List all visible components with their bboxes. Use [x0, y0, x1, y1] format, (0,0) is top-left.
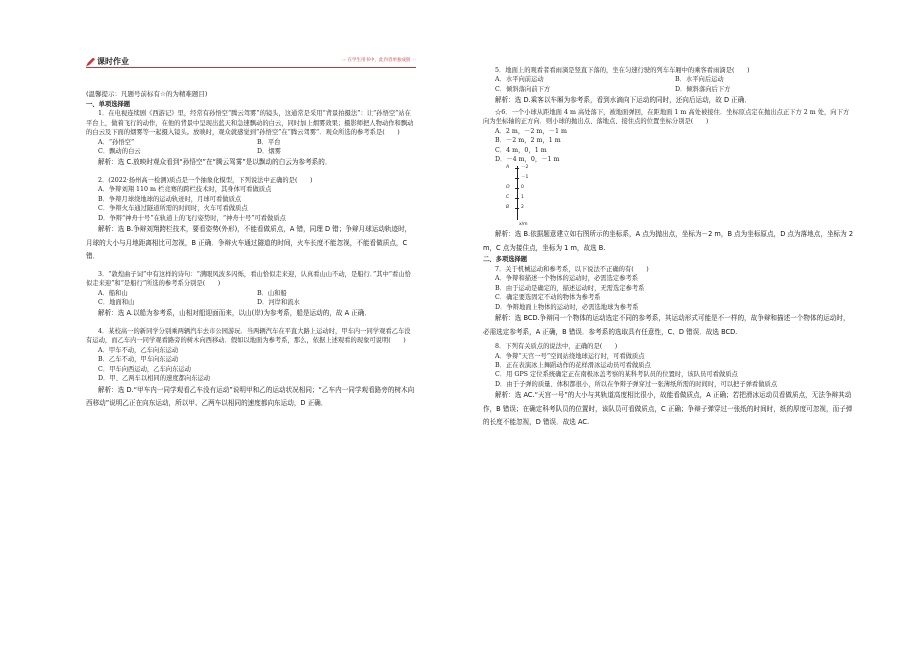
- option-a: A．争辩和描述一个物体的运动时，必需选定参考系: [495, 275, 639, 283]
- option-d: D．烟雾: [257, 147, 281, 155]
- question-3: [86, 270, 416, 321]
- answer: 解析：选 D.“甲车内一同学观看乙车没有运动”说明甲和乙的运动状况相同；“乙车内一同学观看路旁的树木向西移动”说明乙正在向东运动，所以甲、乙两车以相同的速度都向东运动，D 正确．: [86, 385, 415, 408]
- tick-label: －1: [521, 175, 529, 181]
- axis-unit: x/m: [519, 222, 528, 228]
- options: [86, 138, 416, 157]
- answer: 解析：选 D.乘客以车厢为参考系，看到水滴向下运动的同时，还向后运动，故 D 正确．: [495, 96, 751, 105]
- question-8: [483, 342, 855, 430]
- options: [483, 352, 855, 390]
- question-5: [483, 66, 855, 108]
- option-b: B．－2 m，2 m，1 m: [495, 137, 561, 145]
- option-d: D．甲、乙两车以相同的速度都向东运动: [98, 375, 211, 383]
- option-b: B．山和船: [257, 289, 287, 297]
- option-d: D．争辩地面上物体的运动时，必需选地球为参考系: [495, 303, 639, 311]
- tick-label: －2: [521, 165, 529, 171]
- tick-label: 0: [521, 185, 524, 191]
- option-c: C．用 GPS 定位系统确定正在南极冰盖考察的某科考队员的位置时，该队员可看做质点: [495, 371, 738, 379]
- question-stem: ☆6．一个小球从距地面 4 m 高处落下，被地面弹回，在距地面 1 m 高处被接住．坐标原点定在抛出点正下方 2 m 处，向下方向为坐标轴的正方向．则小球的抛出点、落地点、接住点的位置坐标分别是( ): [483, 108, 850, 126]
- option-d: D．争辩“神舟十号”在轨道上的飞行姿势时，“神舟十号”可看做质点: [98, 214, 286, 222]
- option-b: B．水平向后运动: [675, 76, 724, 84]
- options: [86, 185, 416, 223]
- section-single-choice: 一、单项选择题: [86, 100, 131, 108]
- option-c: C．地面和山: [98, 298, 135, 306]
- option-d: D．倾斜落向后下方: [675, 85, 731, 93]
- question-7: [483, 265, 855, 339]
- options: [86, 346, 416, 384]
- axis-line: [517, 166, 518, 220]
- options: [483, 127, 855, 165]
- option-a: A．争辩刘翔 110 m 栏竞赛的跨栏技术时，其身体可看做质点: [98, 186, 272, 194]
- option-a: A．水平向前运动: [495, 76, 544, 84]
- axis-tick: [515, 198, 519, 199]
- hint: (温馨提示：凡题号前标有☆的为精难题目): [86, 90, 208, 98]
- option-c: C．确定要选固定不动的物体为参考系: [495, 294, 601, 302]
- question-stem: 8．下列有关质点的说法中，正确的是( ): [495, 343, 618, 351]
- option-d: D．由于子弹的质量、体积都很小，所以在争辩子弹穿过一张薄纸所需的时间时，可以把子弹看做质点: [495, 380, 778, 388]
- options: [86, 289, 416, 308]
- option-a: A．甲车不动，乙车向东运动: [98, 346, 179, 354]
- question-1: [86, 109, 416, 170]
- answer: 解析：选 A.以船为参考系，山相对船迎面而来，以山(岸)为参考系，船是运动的，故 A 正确．: [98, 309, 371, 318]
- option-b: B．平台: [257, 138, 281, 146]
- option-c: C．争辩火车通过隧道所需的时间时，火车可看做质点: [98, 205, 248, 213]
- option-c: C．甲车向西运动，乙车向东运动: [98, 365, 191, 373]
- question-stem: 3．“敦煌曲子词”中有这样的诗句：“满眼风波多闪烁，看山恰似走来迎，认真看山山不动，是船行．”其中“看山恰似走来迎”和“是船行”所选的参考系分别是( ): [86, 270, 411, 288]
- point-label: C: [506, 195, 510, 201]
- answer: 解析：选 AC.“天宫一号”的大小与其轨道高度相比很小，故能看做质点，A 正确；若把滑冰运动员看做质点，无法争辩其动作，B 错误；在确定科考队员的位置时，该队员可看做质点，C 正确；争辩子弹穿过一张纸的时间时，纸的厚度可忽视，而子弹的长度不能忽视，D 错误．故选 AC.: [483, 391, 853, 427]
- tick-label: 1: [521, 195, 524, 201]
- question-stem: 4．某校高一的新同学分别乘两辆汽车去市公园游玩．当两辆汽车在平直大路上运动时，甲车内一同学观看乙车没有运动，而乙车内一同学观看路旁的树木向西移动．假如以地面为参考系，那么，依据上述观看的现象可说明( ): [86, 327, 411, 345]
- option-b: B．争辩月球绕地球的运动轨迹时，月球可看做质点: [98, 195, 242, 203]
- axis-tick: [515, 168, 519, 169]
- options: [483, 274, 855, 312]
- option-b: B．由于运动是确定的，描述运动时，无需选定参考系: [495, 284, 645, 292]
- homework-title-text: 课时作业: [97, 57, 129, 66]
- question-stem: 1．在电视连续剧《西游记》里，经常有孙悟空“腾云驾雾”的镜头，这通常是采用“背景拍摄法”：让“孙悟空”站在平台上，做着飞行的动作，在他的背景中呈现出蓝天和急速飘动的白云，同时加上烟雾效果；摄影师把人物动作和飘动的白云及下面的烟雾等一起摄入镜头。放映时，观众就感觉到“孙悟空”在“腾云驾雾”．观众所选的参考系是( ): [86, 110, 414, 137]
- point-label: B: [506, 205, 510, 211]
- option-c: C．飘动的白云: [98, 147, 141, 155]
- answer: 解析：选 C.放映时观众看到“孙悟空”在“腾云驾雾”是以飘动的白云为参考系的．: [98, 158, 332, 167]
- option-a: A．“孙悟空”: [98, 138, 135, 146]
- option-d: D．河岸和流水: [257, 298, 300, 306]
- question-stem: 5．地面上的观看者看雨滴是竖直下落的，坐在匀速行驶的列车车厢中的乘客看雨滴是( ): [495, 67, 750, 74]
- option-a: A．船和山: [98, 289, 128, 297]
- coordinate-axis-figure: [495, 166, 555, 228]
- option-a: A．2 m，－2 m，－1 m: [495, 127, 567, 135]
- option-a: A．争辩“天宫一号”空间站绕地球运行时，可看做质点: [495, 352, 645, 360]
- question-6: [483, 108, 855, 256]
- option-c: C．4 m，0，1 m: [495, 146, 547, 154]
- option-d: D．－4 m，0，－1 m: [495, 156, 560, 164]
- question-4: [86, 327, 416, 411]
- point-label: A: [506, 165, 510, 171]
- point-label: O: [506, 185, 510, 191]
- options: [483, 75, 855, 94]
- tick-label: 2: [521, 205, 524, 211]
- question-2: [86, 176, 416, 264]
- option-b: B．乙车不动，甲车向东运动: [98, 356, 179, 364]
- option-c: C．倾斜落向前下方: [495, 85, 551, 93]
- section-multiple-choice: 二、多项选择题: [483, 256, 528, 264]
- answer: 解析：选 B.依据题意建立如右图所示的坐标系，A 点为抛出点，坐标为－2 m，B 点为坐标原点，D 点为落地点，坐标为 2 m，C 点为接住点，坐标为 1 m，故选 B.: [483, 230, 854, 252]
- axis-tick: [515, 188, 519, 189]
- answer: 解析：选 BCD.争辩同一个物体的运动选定不同的参考系，其运动形式可能是不一样的，故争辩和描述一个物体的运动时，必需选定参考系，A 正确，B 错误．参考系的选取具有任意性，C、D 错误．故选 BCD.: [483, 314, 850, 336]
- question-stem: 2．(2022·扬州高一检测)质点是一个抽象化模型，下列说法中正确的是( ): [98, 176, 313, 184]
- answer: 解析：选 B.争辩刘翔跨栏技术，要看姿势(外形)，不能看做质点，A 错，同理 D 错；争辩月球运动轨迹时，月球的大小与月地距离相比可忽视，B 正确．争辩火车通过隧道的时间，火车长度不能忽视，不能看做质点，C 错．: [86, 225, 412, 261]
- question-stem: 7．关于机械运动和参考系，以下说法不正确的有( ): [495, 265, 649, 273]
- right-column: [483, 66, 855, 430]
- axis-tick: [515, 178, 519, 179]
- left-column: [86, 56, 416, 411]
- option-b: B．正在表演冰上舞蹈动作的花样滑冰运动员可看做质点: [495, 362, 651, 370]
- header-slogan: ☞ 在学生用书中，此内容单独成册 ☜: [342, 58, 416, 63]
- axis-tick: [515, 208, 519, 209]
